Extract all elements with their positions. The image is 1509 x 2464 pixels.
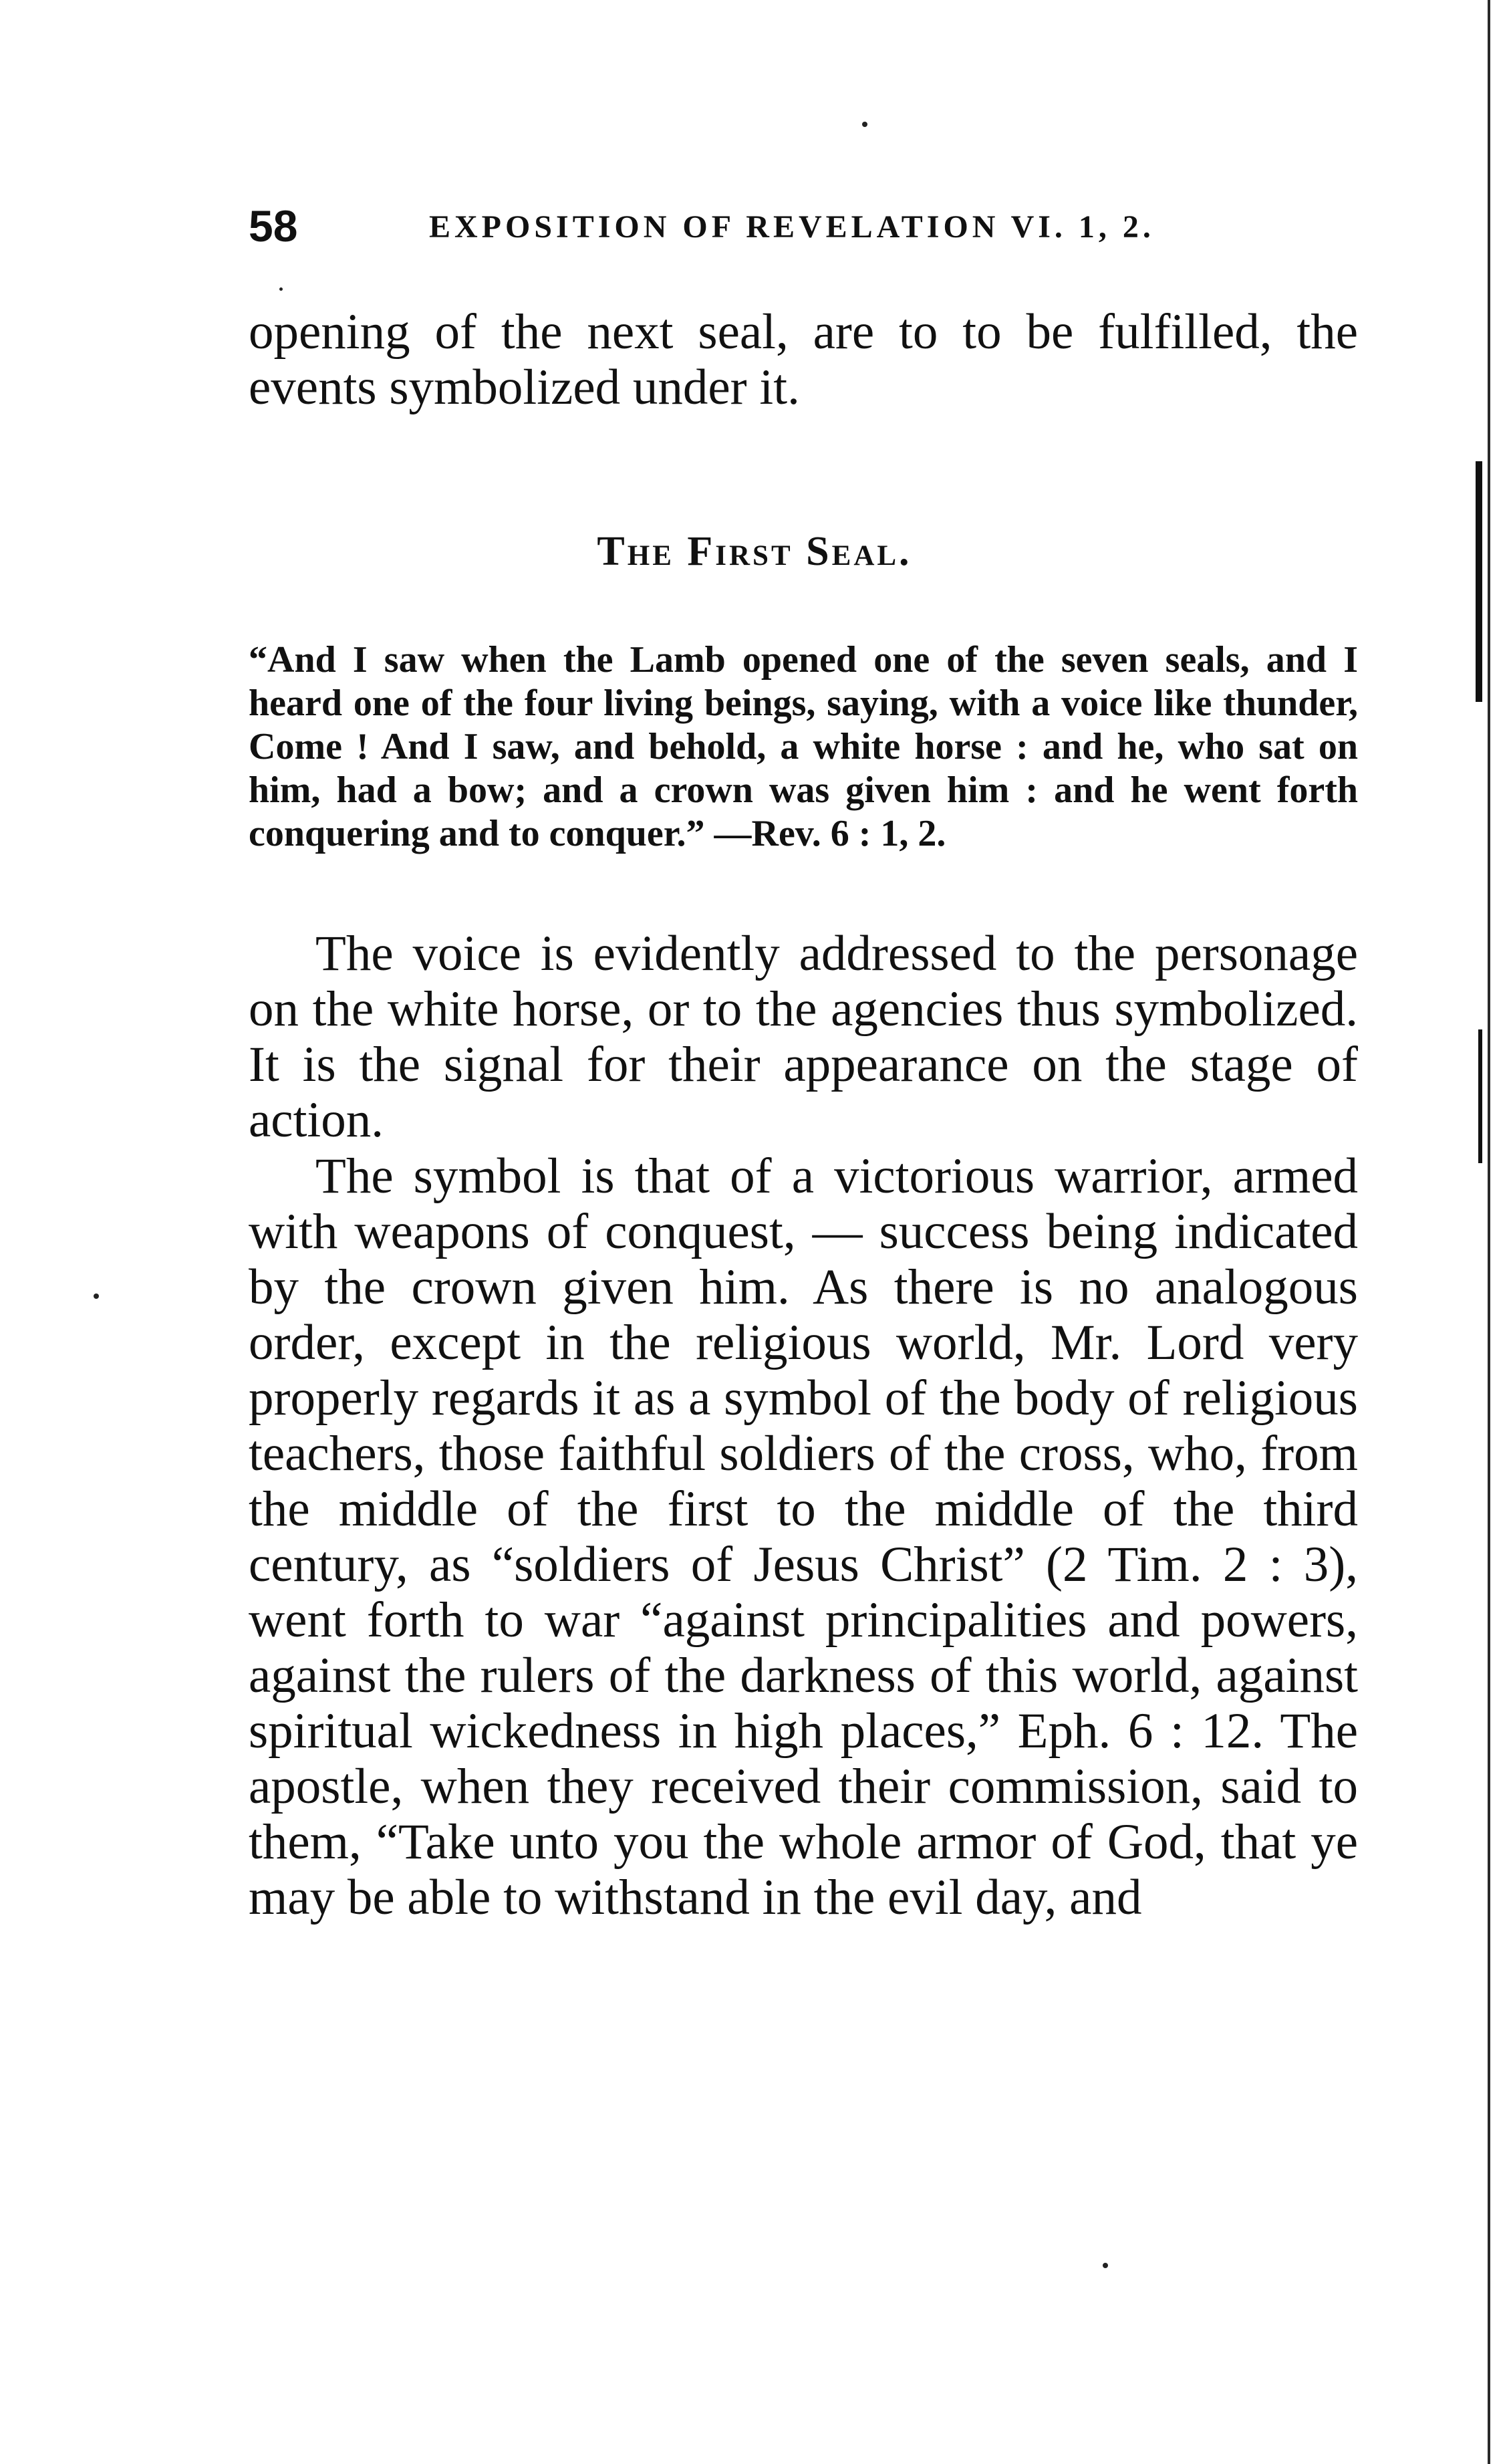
running-title: EXPOSITION OF REVELATION VI. 1, 2. [429, 209, 1155, 245]
page-number: 58 [249, 201, 298, 251]
section-title: The First Seal. [597, 529, 912, 574]
body-paragraph: The symbol is that of a victorious warrior, armed with weapons of conquest, — success being indicated by the crown given him. As there is no analogous order, except in the religious world, Mr. Lord very properly regards it as a symbol of the body of religious teachers, those faithful soldiers of the cross, who, from the middle of the first to the middle of the third century, as “soldiers of Jesus Christ” (2 Tim. 2 : 3), went forth to war “against principalities and powers, against the rulers of the darkness of this world, against spiritual wickedness in high places,” Eph. 6 : 12. The apostle, when they received their commission, said to them, “Take unto you the whole armor of God, that ye may be able to withstand in the evil day, and [249, 1148, 1358, 1925]
speck [1103, 2263, 1108, 2268]
scripture-quote: “And I saw when the Lamb opened one of the seven seals, and I heard one of the four living beings, saying, with a voice like thunder, Come ! And I saw, and behold, a white horse : and he, who sat on him, had a bow; and a crown was given him : and he went forth conquering and to conquer.” —Rev. 6 : 1, 2. [249, 639, 1358, 854]
page-edge-mark [1478, 1029, 1482, 1163]
page-edge-mark [1476, 461, 1482, 702]
speck [94, 1293, 99, 1299]
continuation-paragraph: opening of the next seal, are to to be fulfilled, the events symbolized under it. [249, 304, 1358, 415]
running-header [249, 201, 1358, 254]
speck [279, 287, 283, 291]
speck [862, 122, 867, 127]
body-paragraph: The voice is evidently addressed to the personage on the white horse, or to the agencies thus symbolized. It is the signal for their appearance on the stage of action. [249, 926, 1358, 1148]
page-edge-line [1488, 0, 1490, 2464]
